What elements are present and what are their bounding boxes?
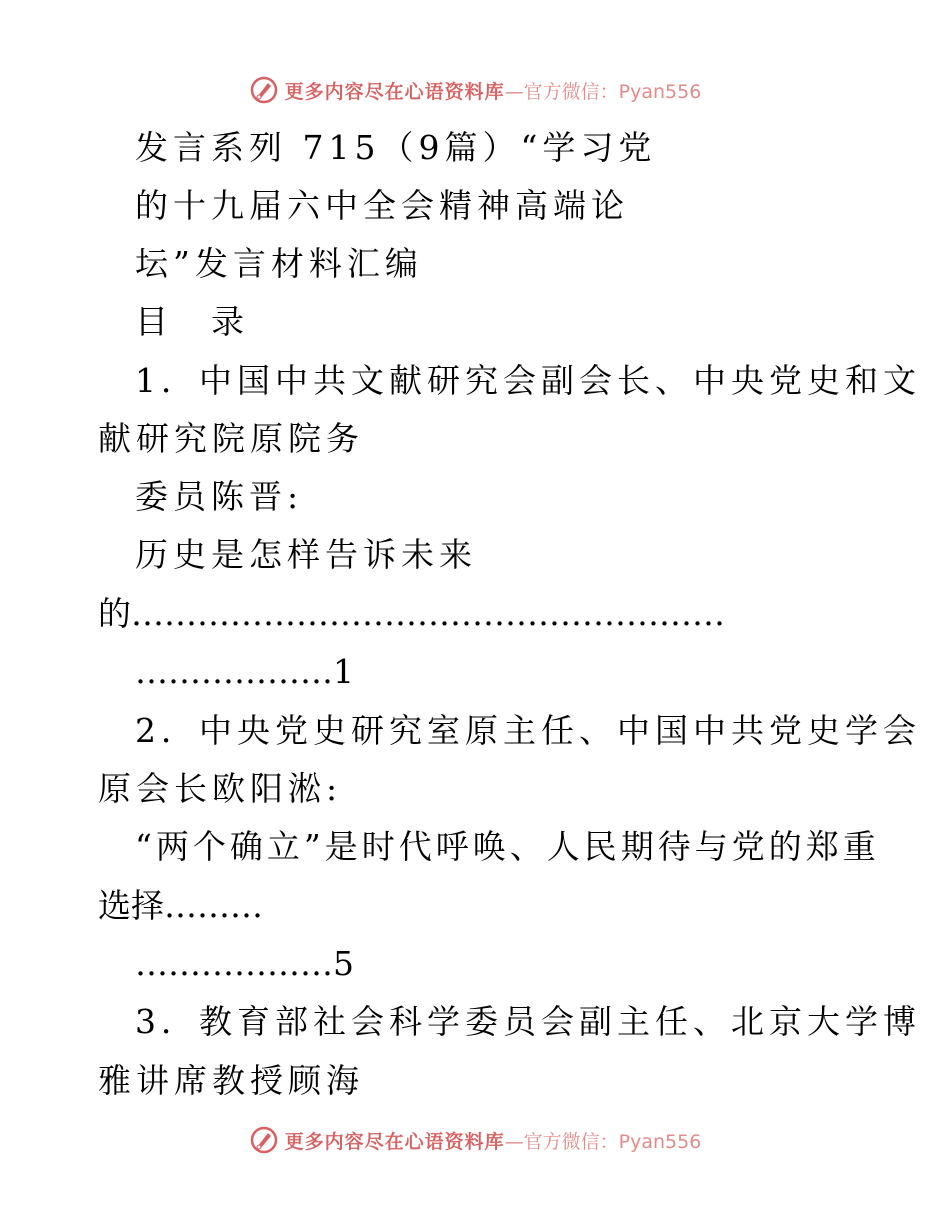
- doc-title-line-2: 的十九届六中全会精神高端论: [135, 186, 629, 225]
- banner-wechat-text: —官方微信：Pyan556: [504, 1130, 702, 1153]
- toc-item-2-leader-2: ………………5: [135, 944, 354, 983]
- toc-item-3-line-2: 雅讲席教授顾海: [98, 1061, 364, 1100]
- header-watermark-banner: [0, 70, 950, 110]
- footer-watermark-banner: [0, 1120, 950, 1160]
- banner-brand-text: 更多内容尽在心语资料库: [284, 1130, 505, 1153]
- banner-wechat-text: —官方微信：Pyan556: [504, 80, 702, 103]
- toc-item-1-line-1: 1．中国中共文献研究会副会长、中央党史和文: [135, 361, 921, 400]
- toc-item-1-line-2: 献研究院原院务: [98, 419, 364, 458]
- doc-title-line-3: 坛”发言材料汇编: [135, 244, 423, 283]
- toc-item-3-line-1: 3．教育部社会科学委员会副主任、北京大学博: [135, 1002, 921, 1041]
- banner-brand-text: 更多内容尽在心语资料库: [284, 80, 505, 103]
- toc-heading: 目 录: [135, 302, 249, 341]
- toc-item-2-leader-1: 选择………: [98, 886, 263, 925]
- toc-item-2-line-1: 2．中央党史研究室原主任、中国中共党史学会: [135, 711, 921, 750]
- pen-nib-logo-icon: [249, 75, 279, 105]
- toc-item-2-line-2: 原会长欧阳淞:: [98, 769, 343, 808]
- toc-item-1-line-3: 委员陈晋:: [135, 477, 304, 516]
- pen-nib-logo-icon: [249, 1125, 279, 1155]
- doc-title-line-1: 发言系列 715（9篇）“学习党: [135, 128, 657, 167]
- toc-item-2-title: “两个确立”是时代呼唤、人民期待与党的郑重: [135, 827, 880, 866]
- toc-item-1-title: 历史是怎样告诉未来: [135, 535, 477, 574]
- toc-item-1-leader-1: 的………………………………………………: [98, 594, 725, 633]
- toc-item-1-leader-2: ………………1: [135, 652, 354, 691]
